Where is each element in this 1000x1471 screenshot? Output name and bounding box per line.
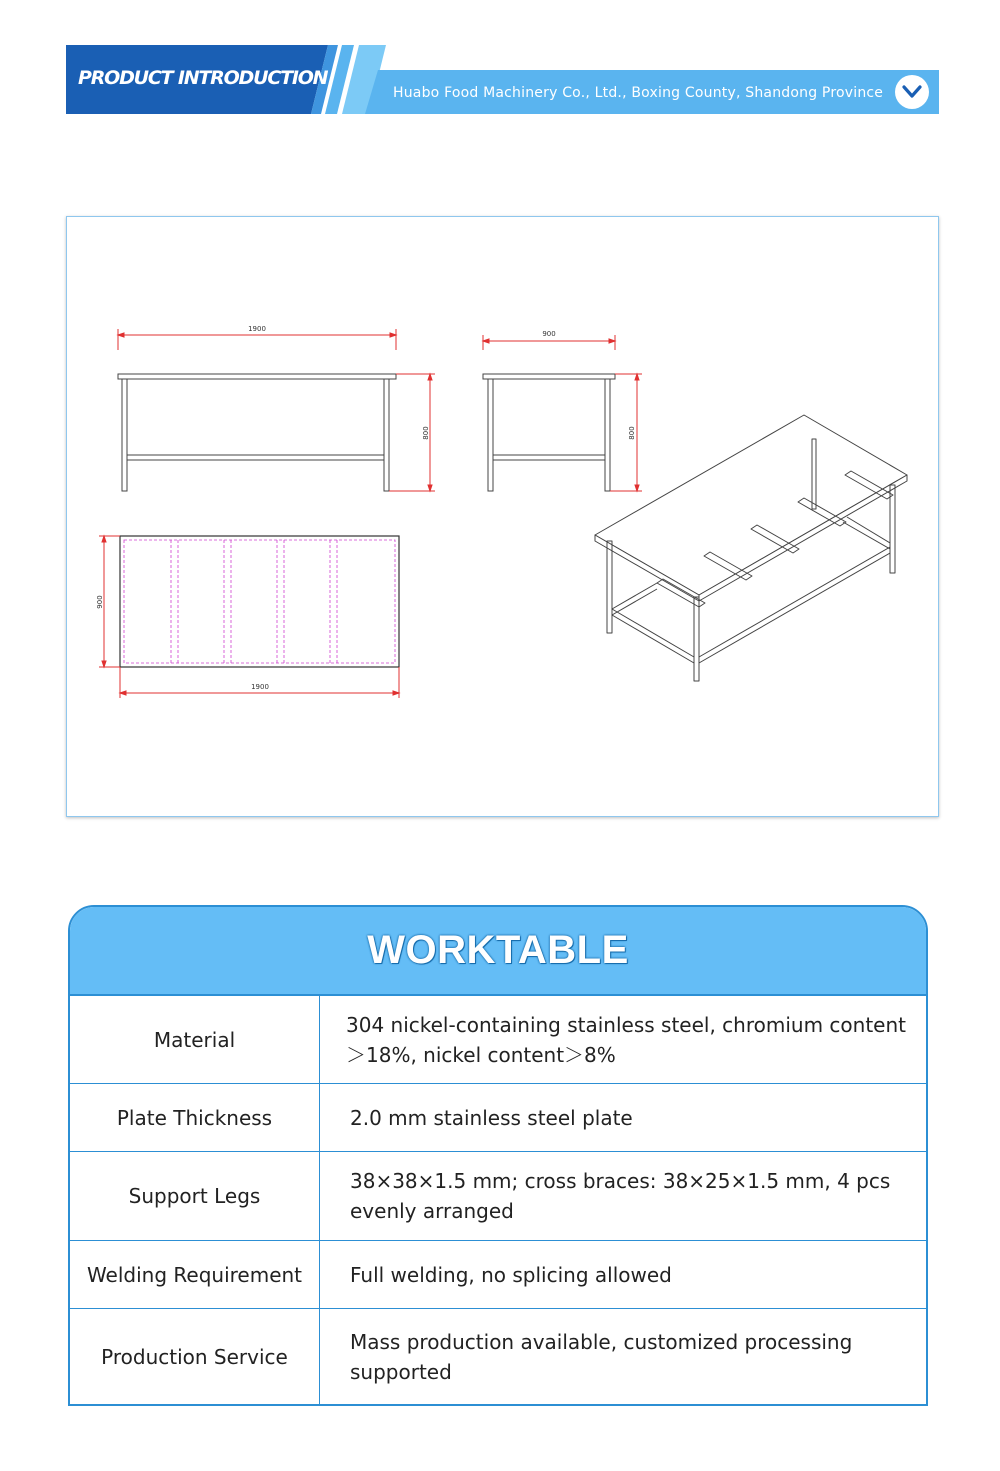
product-intro-banner [66,45,939,114]
top-width-label: 1900 [251,683,269,691]
technical-drawing-panel [66,216,939,817]
table-row [70,1152,926,1241]
company-subtitle: Huabo Food Machinery Co., Ltd., Boxing County, Shandong Province [393,85,884,101]
row-value-material: 304 nickel-containing stainless steel, chromium content ＞18%, nickel content＞8% [346,1012,906,1067]
row-label-welding-requirement: Welding Requirement [70,1241,320,1308]
chevron-down-icon [902,84,922,100]
section-title: PRODUCT INTRODUCTION [78,67,328,89]
worktable-drawing [67,217,938,816]
front-height-label: 800 [422,426,430,440]
side-width-label: 900 [542,330,556,338]
row-value-welding-requirement: Full welding, no splicing allowed [350,1262,672,1287]
worktable-spec-table [68,905,928,1406]
row-value-plate-thickness: 2.0 mm stainless steel plate [350,1105,633,1130]
table-row [70,996,926,1084]
table-row [70,1241,926,1309]
side-height-dimension [610,374,642,491]
side-view [483,374,615,491]
spec-table-header [70,907,926,996]
row-label-production-service: Production Service [70,1309,320,1405]
front-width-label: 1900 [248,325,266,333]
isometric-view [595,415,907,681]
row-label-support-legs: Support Legs [70,1152,320,1240]
top-depth-label: 900 [96,595,104,609]
table-row [70,1084,926,1152]
row-value-support-legs: 38×38×1.5 mm; cross braces: 38×25×1.5 mm, 4 pcs evenly arranged [350,1169,891,1223]
table-row [70,1309,926,1405]
row-label-plate-thickness: Plate Thickness [70,1084,320,1151]
side-height-label: 800 [628,426,636,440]
expand-button[interactable] [895,75,929,109]
row-value-production-service: Mass production available, customized processing supported [350,1330,853,1384]
spec-table-title: WORKTABLE [367,928,629,972]
front-view [118,374,396,491]
row-label-material: Material [70,996,320,1083]
top-view [120,536,399,667]
